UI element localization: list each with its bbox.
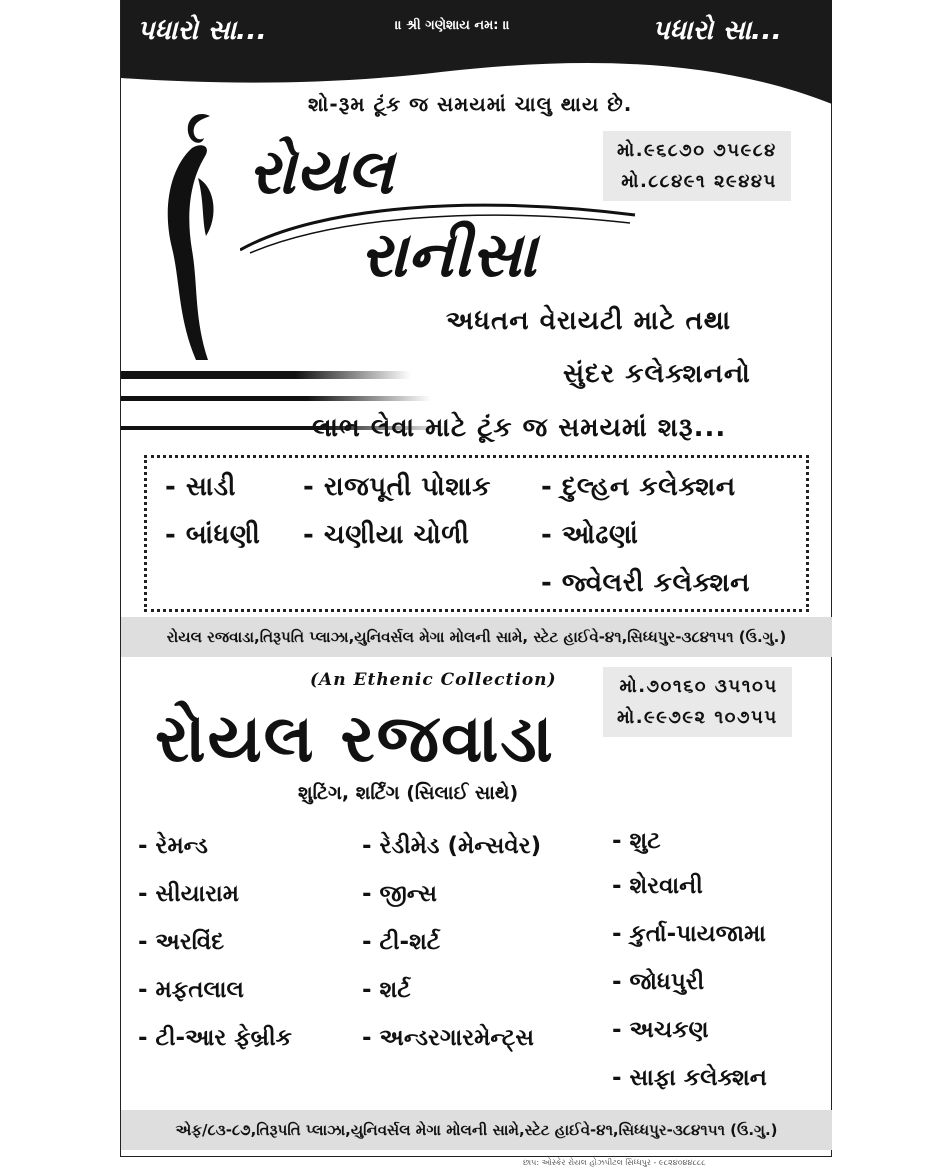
list-item: - જોધપુરી bbox=[612, 969, 705, 995]
welcome-right: પધારો સા... bbox=[652, 15, 782, 46]
showroom-tagline: શો-રૂમ ટૂંક જ સમયમાં ચાલુ થાય છે. bbox=[308, 92, 633, 116]
brand-royal: રોયલ bbox=[248, 135, 394, 208]
welcome-left: પધારો સા... bbox=[137, 15, 267, 46]
speed-line bbox=[121, 396, 431, 401]
address-bar-2: એફ/૮૩-૮૭,તિરૂપતિ પ્લાઝા,યુનિવર્સલ મેગા મોલની સામે,સ્ટેટ હાઈવે-૪૧,સિધ્ધપુર-૩૮૪૧૫૧ (ઉ.ગુ.) bbox=[121, 1110, 832, 1150]
list-item: - બાંધણી bbox=[165, 520, 261, 550]
list-item: - શુટ bbox=[612, 828, 661, 854]
list-item: - શેરવાની bbox=[612, 873, 703, 899]
brand-subtitle: શુટિંગ, શર્ટિંગ (સિલાઈ સાથે) bbox=[298, 782, 519, 804]
phone-box-2 bbox=[603, 667, 792, 737]
list-item: - કુર્તા-પાયજામા bbox=[612, 921, 766, 947]
phone-number: મો.૯૯૭૯૨ ૧૦૭૫૫ bbox=[617, 707, 778, 728]
phone-number: મો.૮૮૪૯૧ ૨૯૪૪૫ bbox=[621, 171, 777, 192]
brand-ranisa: રાનીસા bbox=[360, 218, 537, 291]
headline-benefit: લાભ લેવા માટે ટૂંક જ સમયમાં શરૂ... bbox=[312, 413, 727, 443]
list-item: - ટી-શર્ટ bbox=[362, 929, 441, 955]
list-item: - જીન્સ bbox=[362, 881, 437, 907]
phone-box-1 bbox=[603, 131, 791, 201]
phone-number: મો.૭૦૧૬૦ ૩૫૧૦૫ bbox=[619, 676, 778, 697]
speed-line bbox=[121, 371, 411, 379]
list-item: - અન્ડરગારમેન્ટ્સ bbox=[362, 1025, 534, 1051]
brand-royal-rajwada: રોયલ રજવાડા bbox=[155, 700, 555, 777]
headline-collection: સુંદર કલેક્શનનો bbox=[563, 359, 751, 389]
list-item: - જ્વેલરી કલેક્શન bbox=[541, 568, 750, 598]
headline-variety: અધતન વેરાયટી માટે તથા bbox=[446, 306, 732, 336]
phone-number: મો.૯૬૮૭૦ ૭૫૯૮૪ bbox=[617, 140, 777, 161]
list-item: - સાડી bbox=[165, 472, 236, 502]
list-item: - અચકણ bbox=[612, 1017, 709, 1043]
list-item: - અરવિંદ bbox=[138, 929, 225, 955]
list-item: - શર્ટ bbox=[362, 977, 411, 1003]
list-item: - રેડીમેડ (મેન્સવેર) bbox=[362, 833, 542, 859]
print-credit: છાપ: ઓસ્કેર રોયલ હોઝપીટલ સિધ્ધપુર - ૯૮૨૪૦૪૪૮૮૮ bbox=[523, 1158, 706, 1167]
address-bar-1: રોયલ રજવાડા,તિરૂપતિ પ્લાઝા,યુનિવર્સલ મેગા મોલની સામે, સ્ટેટ હાઈવે-૪૧,સિધ્ધપુર-૩૮૪૧૫૧ (ઉ.ગુ.) bbox=[121, 617, 832, 657]
list-item: - રાજપૂતી પોશાક bbox=[303, 472, 491, 502]
list-item: - ટી-આર ફેબ્રીક bbox=[138, 1025, 292, 1051]
list-item: - સીયારામ bbox=[138, 881, 239, 907]
list-item: - મફતલાલ bbox=[138, 977, 244, 1003]
list-item: - ઓઢણાં bbox=[541, 520, 639, 550]
list-item: - ચણીયા ચોળી bbox=[303, 520, 470, 550]
ethnic-subtitle: (An Ethenic Collection) bbox=[310, 670, 557, 690]
list-item: - દુલ્હન કલેક્શન bbox=[541, 472, 736, 502]
woman-silhouette-icon bbox=[158, 108, 238, 368]
invocation: ॥ શ્રી ગણેશાય નમ: ॥ bbox=[395, 18, 510, 33]
list-item: - સાફા કલેક્શન bbox=[612, 1065, 767, 1091]
list-item: - રેમન્ડ bbox=[138, 833, 208, 859]
